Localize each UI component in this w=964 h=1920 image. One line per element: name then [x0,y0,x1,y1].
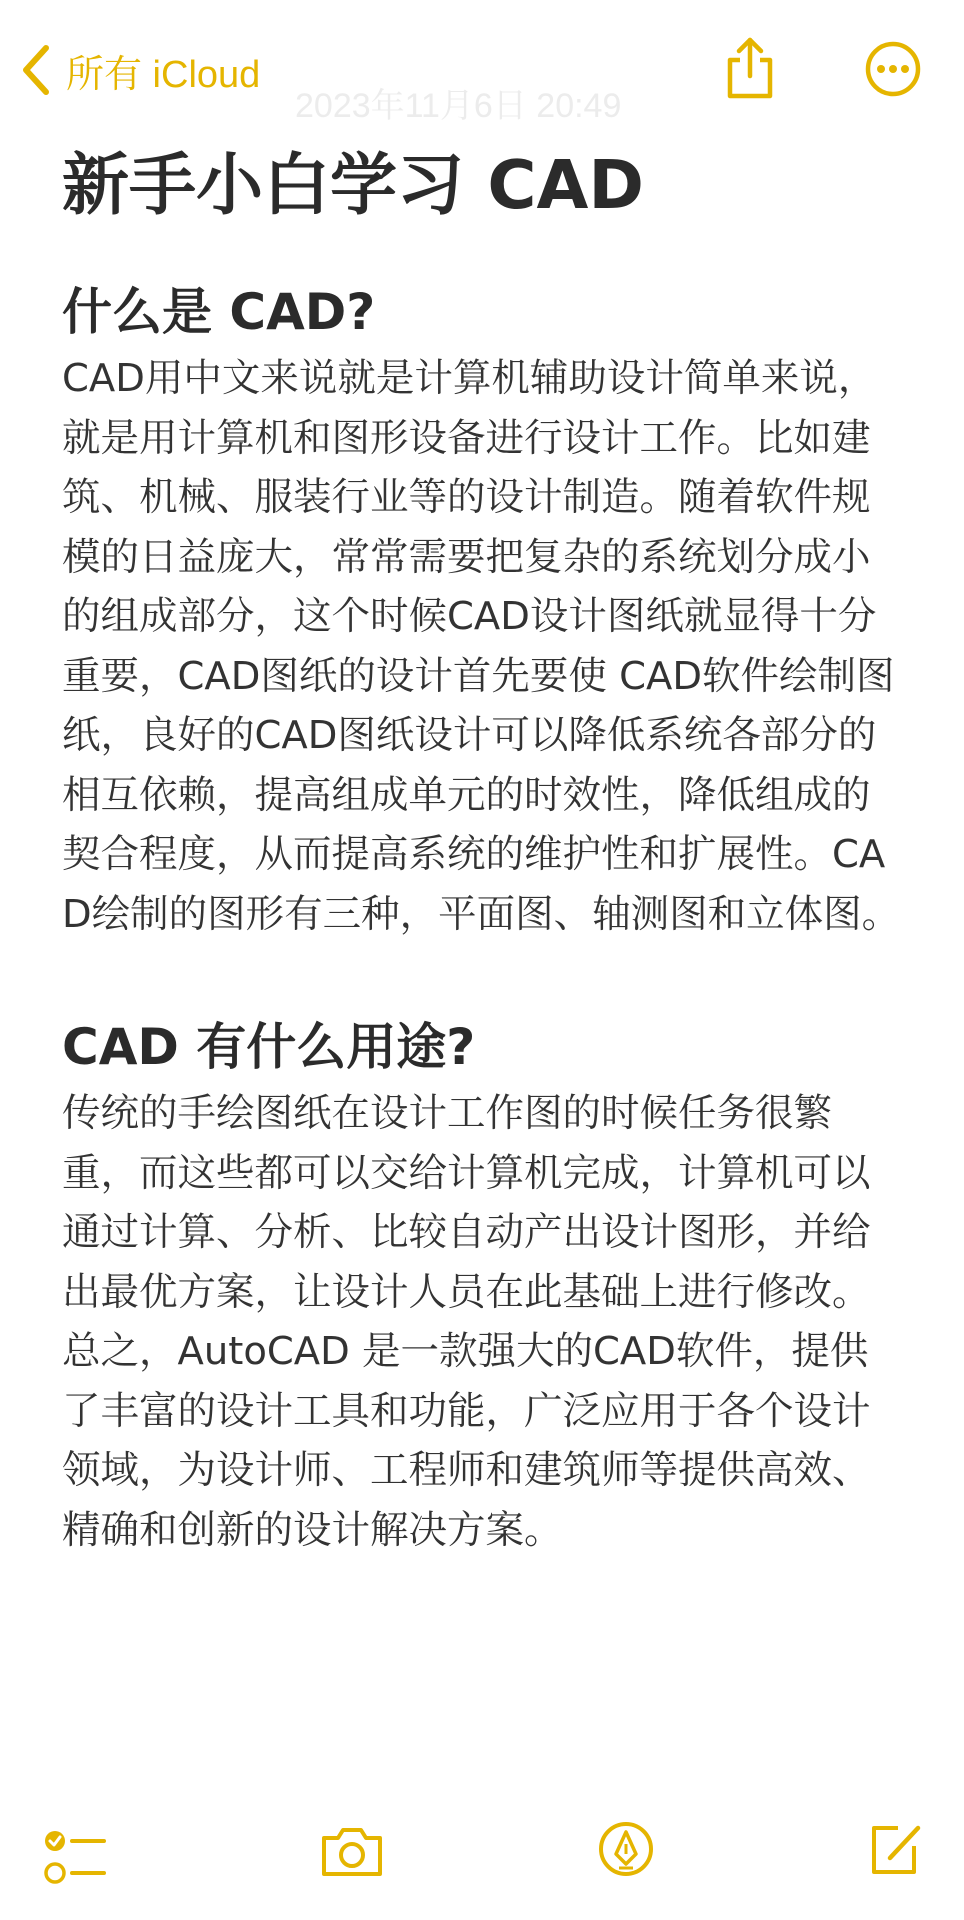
compose-button[interactable] [868,1820,924,1878]
pen-tip-circle-icon [597,1820,655,1878]
note-timestamp: 2023年11月6日 20:49 [295,87,622,125]
camera-button[interactable] [318,1824,386,1880]
camera-icon [318,1824,386,1880]
note-body[interactable] [62,140,902,1560]
share-icon [722,87,778,106]
compose-icon [868,1820,924,1878]
checklist-icon [44,1830,106,1886]
note-title: 新手小白学习 CAD [62,146,644,224]
navigation-bar [0,0,964,140]
back-button-label: 所有 iCloud [66,53,261,96]
section-paragraph: 传统的手绘图纸在设计工作图的时候任务很繁重，而这些都可以交给计算机完成，计算机可以通过计算、分析、比较自动产出设计图形，并给出最优方案，让设计人员在此基础上进行修改。总之，AutoCAD 是一款强大的CAD软件，提供了丰富的设计工具和功能，广泛应用于各个设计领域，为设计师、工程师和建筑师等提供高效、精确和创新的设计解决方案。 [62,1091,871,1553]
ellipsis-circle-icon [864,83,922,102]
section-heading: CAD 有什么用途? [62,1018,476,1076]
bottom-toolbar [0,1790,964,1920]
markup-button[interactable] [597,1820,655,1878]
more-options-button[interactable] [864,40,922,98]
section-heading: 什么是 CAD? [62,283,376,341]
section-paragraph: CAD用中文来说就是计算机辅助设计简单来说，就是用计算机和图形设备进行设计工作。比如建筑、机械、服装行业等的设计制造。随着软件规模的日益庞大，常常需要把复杂的系统划分成小的组成部分，这个时候CAD设计图纸就显得十分重要，CAD图纸的设计首先要使 CAD软件绘制图纸，良好的CAD图纸设计可以降低系统各部分的相互依赖，提高组成单元的时效性，降低组成的契合程度，从而提高系统的维护性和扩展性。CAD绘制的图形有三种，平面图、轴测图和立体图。 [62,356,901,937]
chevron-left-icon [18,42,52,98]
back-button[interactable] [18,40,260,100]
checklist-button[interactable] [44,1830,106,1886]
share-button[interactable] [722,34,778,102]
